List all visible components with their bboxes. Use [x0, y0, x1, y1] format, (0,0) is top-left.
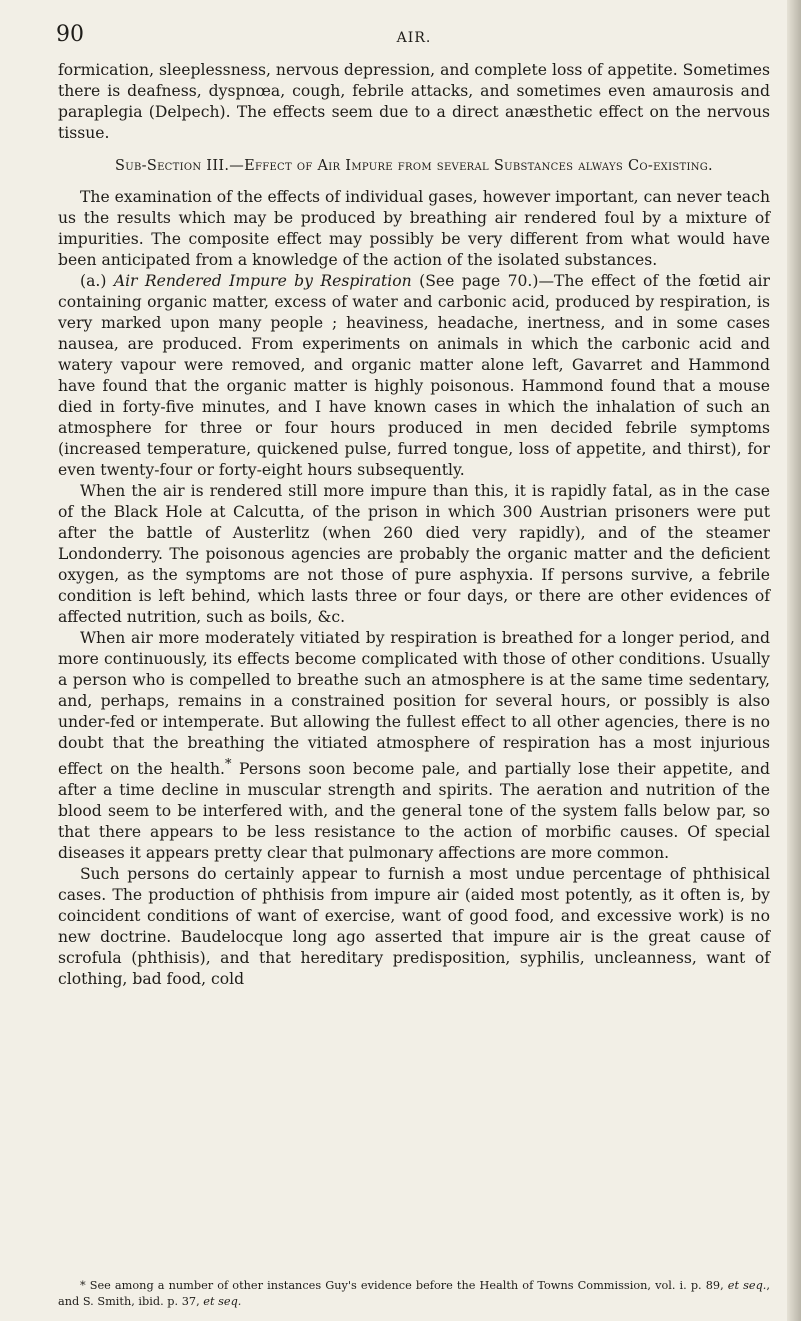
paragraph-6: Such persons do certainly appear to furnish a most undue percentage of phthisical cases. The production of phthisis from impure air (aided most potently, as it often is, by coincident conditions of want of exercise, want of good food, and excessive work) is no new doctrine. Baudelocque long ago asserted that impure air is the great cause of scrofula (phthisis), and that hereditary predisposition, syphilis, uncleanness, want of clothing, bad food, cold	[58, 865, 770, 989]
page-number: 90	[56, 22, 84, 47]
running-head	[58, 22, 770, 52]
subsection-label: (a.)	[80, 272, 107, 290]
body-text	[58, 60, 770, 990]
book-page	[58, 0, 770, 1321]
paragraph-3	[58, 271, 770, 481]
footnote-et-seq-2: et seq.	[203, 1295, 242, 1308]
paragraph-1: formication, sleeplessness, nervous depression, and complete loss of appetite. Sometimes there is deafness, dyspnœa, cough, febrile attacks, and sometimes even amaurosis and paraplegia (Delpech). The effects seem due to a direct anæsthetic effect on the nervous tissue.	[58, 61, 770, 142]
paragraph-5	[58, 628, 770, 864]
footnote-et-seq-1: et seq.	[727, 1279, 767, 1292]
paragraph-4: When the air is rendered still more impure than this, it is rapidly fatal, as in the case of the Black Hole at Calcutta, of the prison in which 300 Austrian prisoners were put after the battle of Austerlitz (when 260 died very rapidly), and of the steamer Londonderry. The poisonous agencies are probably the organic matter and the deficient oxygen, as the symptoms are not those of pure asphyxia. If persons survive, a febrile condition is left behind, which lasts three or four days, or there are other evidences of affected nutrition, such as boils, &c.	[58, 482, 770, 626]
footnote-text-b: , and S. Smith, ibid. p. 37,	[58, 1279, 770, 1308]
footnote	[58, 1278, 770, 1310]
paragraph-2: The examination of the effects of individual gases, however important, can never teach us the results which may be produced by breathing air rendered foul by a mixture of impurities. The composite effect may possibly be very different from what would have been anticipated from a knowledge of the action of the isolated substances.	[58, 188, 770, 269]
running-title: AIR.	[396, 30, 432, 46]
footnote-marker: *	[224, 757, 232, 772]
footnote-text-a: * See among a number of other instances Guy's evidence before the Health of Towns Commission, vol. i. p. 89,	[80, 1279, 728, 1292]
paragraph-3-text: (See page 70.)—The effect of the fœtid air containing organic matter, excess of water and carbonic acid, produced by respiration, is very marked upon many people ; heaviness, headache, inertness, and in some cases nausea, are produced. From experiments on animals in which the carbonic acid and watery vapour were removed, and organic matter alone left, Gavarret and Hammond have found that the organic matter is highly poisonous. Hammond found that a mouse died in forty-five minutes, and I have known cases in which the inhalation of such an atmosphere for three or four hours produced in men decided febrile symptoms (increased temperature, quickened pulse, furred tongue, loss of appetite, and thirst), for even twenty-four or forty-eight hours subsequently.	[58, 272, 770, 479]
page-edge-shadow	[787, 0, 801, 1321]
section-heading: Sub-Section III.—Effect of Air Impure from several Substances always Co-existing.	[115, 158, 713, 174]
subsection-title: Air Rendered Impure by Respiration	[113, 272, 412, 290]
paragraph-5-text-b: Persons soon become pale, and partially lose their appetite, and after a time decline in muscular strength and spirits. The aeration and nutrition of the blood seem to be interfered with, and the general tone of the system falls below par, so that there appears to be less resistance to the action of morbific causes. Of special diseases it appears pretty clear that pulmonary affections are more common.	[58, 760, 771, 863]
paragraph-5-text-a: When air more moderately vitiated by respiration is breathed for a longer period, and more continuously, its effects become complicated with those of other conditions. Usually a person who is compelled to breathe such an atmosphere is at the same time sedentary, and, perhaps, remains in a constrained position for several hours, or possibly is also under-fed or intemperate. But allowing the fullest effect to all other agencies, there is no doubt that the breathing the vitiated atmosphere of respiration has a most injurious effect on the health.	[58, 629, 770, 779]
